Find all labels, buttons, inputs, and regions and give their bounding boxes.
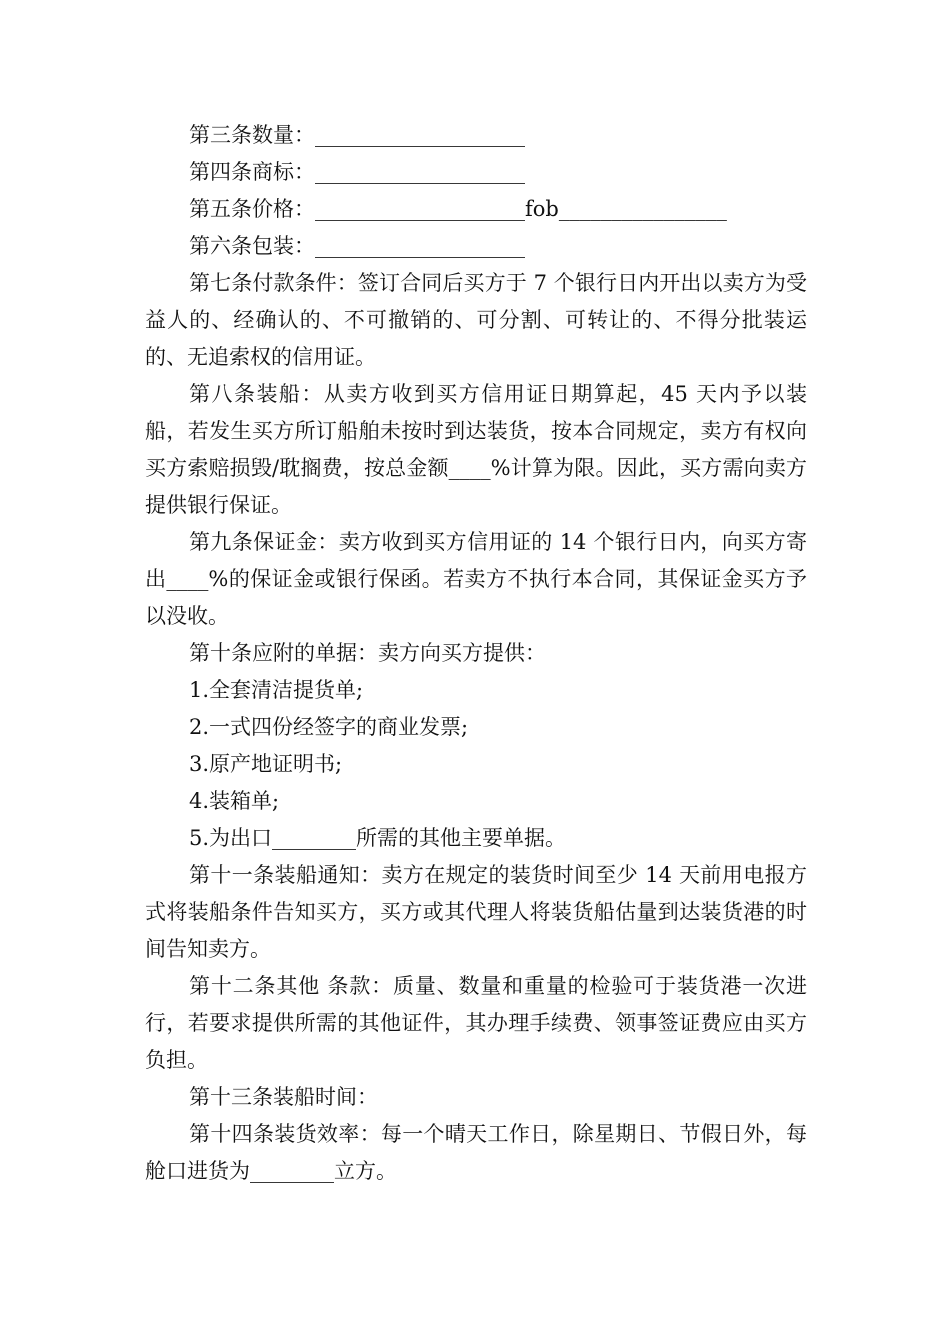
clause-shipping-time: 第十三条装船时间： [189,1085,378,1109]
clause-shipment: 第八条装船：从卖方收到买方信用证日期算起，45 天内予以装船，若发生买方所订船舶未按时到达装货，按本合同规定，卖方有权向买方索赔损毁/耽搁费，按总金额____%计算为限。因此，买方需向卖方提供银行保证。 [145,382,807,517]
clause-quantity: 第三条数量：____________________ [189,123,525,147]
document-list-item: 3.原产地证明书; [189,752,343,776]
document-list-item: 4.装箱单; [189,789,280,813]
document-list-item: 5.为出口________所需的其他主要单据。 [189,826,567,850]
clause-trademark: 第四条商标：____________________ [189,160,525,184]
clause-packing: 第六条包装：____________________ [189,234,525,258]
document-list-item: 2.一式四份经签字的商业发票; [189,715,469,739]
clause-price: 第五条价格：____________________fob________________ [189,197,727,221]
clause-other-terms: 第十二条其他 条款：质量、数量和重量的检验可于装货港一次进行，若要求提供所需的其他证件，其办理手续费、领事签证费应由买方负担。 [145,974,807,1072]
clause-shipping-notice: 第十一条装船通知：卖方在规定的装货时间至少 14 天前用电报方式将装船条件告知买方，买方或其代理人将装货船估量到达装货港的时间告知卖方。 [145,863,807,961]
clause-payment-terms: 第七条付款条件：签订合同后买方于 7 个银行日内开出以卖方为受益人的、经确认的、不可撤销的、可分割、可转让的、不得分批装运的、无追索权的信用证。 [145,271,807,369]
document-body [145,117,807,1190]
clause-documents: 第十条应附的单据：卖方向买方提供： [189,641,546,665]
document-list-item: 1.全套清洁提货单; [189,678,364,702]
clause-deposit: 第九条保证金：卖方收到买方信用证的 14 个银行日内，向买方寄出____%的保证金或银行保函。若卖方不执行本合同，其保证金买方予以没收。 [145,530,807,628]
clause-loading-rate: 第十四条装货效率：每一个晴天工作日，除星期日、节假日外，每舱口进货为________立方。 [145,1122,807,1183]
